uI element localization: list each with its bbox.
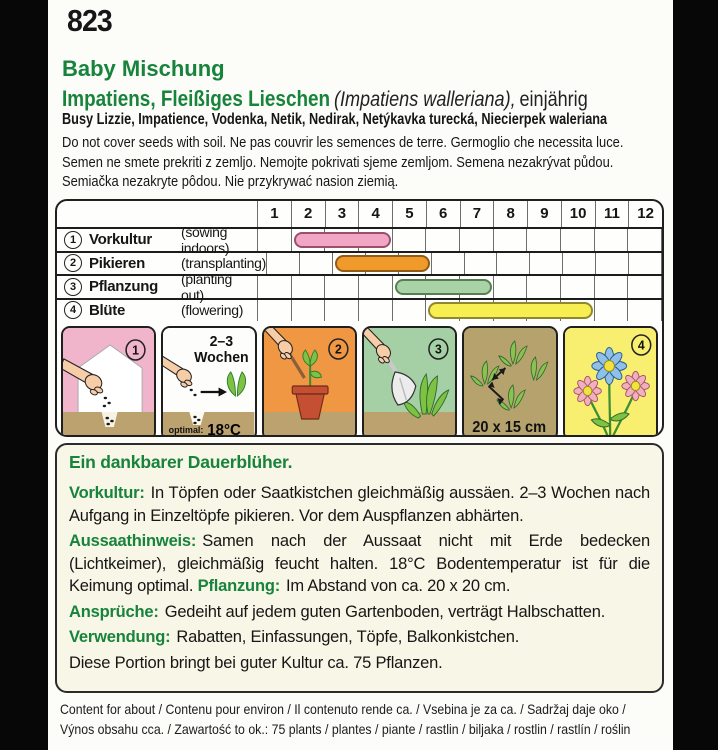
month-cell — [258, 300, 292, 322]
cultivation-infobox — [55, 443, 664, 693]
spacing-text: 20 x 15 cm — [472, 418, 547, 437]
step-number: 2 — [334, 342, 342, 357]
month-cell — [628, 229, 662, 251]
step-number-circle: 4 — [64, 301, 82, 319]
pflanzung-label: Pflanzung: — [197, 577, 280, 595]
sow-indoors-illustration — [63, 328, 154, 437]
variety-name: Baby Mischung — [62, 56, 225, 81]
month-header-cell: 11 — [596, 201, 630, 227]
month-cell — [596, 253, 629, 275]
content-footer — [60, 699, 673, 739]
row-label-en: (planting out) — [181, 270, 233, 303]
month-header-cell: 12 — [637, 205, 654, 222]
pink-flower-icon — [622, 371, 649, 400]
month-cell — [595, 229, 629, 251]
step-number-circle: 1 — [64, 231, 82, 249]
pot-icon — [292, 386, 328, 394]
flowering-panel — [563, 326, 658, 437]
sowing-calendar-box — [55, 199, 664, 437]
month-header-cell: 8 — [494, 201, 528, 227]
month-cell — [628, 276, 662, 298]
month-cell — [325, 276, 359, 298]
row-label-en: (flowering) — [181, 302, 244, 319]
month-header-cell: 10 — [562, 201, 596, 227]
pflanzung-text: Im Abstand von ca. 20 x 20 cm. — [286, 577, 511, 595]
weeks-text2: Wochen — [194, 349, 249, 367]
germination-illustration — [163, 328, 254, 437]
row-label-de: Blüte — [89, 301, 126, 319]
step-number: 1 — [132, 343, 139, 358]
sow-indoors-panel — [61, 326, 156, 437]
latin-name: (Impatiens walleriana), — [333, 88, 516, 111]
portion-paragraph: Diese Portion bringt bei guter Kultur ca. 75 Pflanzen. — [69, 653, 443, 672]
soil — [364, 412, 455, 437]
optimal-label: optimal: — [168, 424, 204, 436]
month-cell — [426, 229, 460, 251]
verwendung-paragraph — [69, 626, 650, 649]
month-cell — [393, 229, 427, 251]
row-month-grid — [257, 229, 662, 251]
row-month-grid — [257, 300, 662, 322]
weeks-text: 2–3 — [209, 333, 234, 351]
month-cell — [494, 276, 528, 298]
month-cell — [494, 229, 528, 251]
calendar-row-vorkultur — [57, 223, 662, 256]
row-label-de: Pikieren — [89, 254, 145, 272]
page-number: 823 — [67, 3, 112, 38]
common-names: Busy Lizzie, Impatience, Vodenka, Netik, Nedirak, Netýkavka turecká, Niecierpek waleriana — [62, 111, 608, 128]
vorkultur-paragraph — [69, 482, 650, 527]
aussaathinweis-label: Aussaathinweis: — [69, 532, 197, 550]
month-cell — [292, 276, 326, 298]
vorkultur-label: Vorkultur: — [69, 484, 145, 502]
header-titles — [62, 55, 673, 115]
calendar-row-blüte — [57, 298, 662, 322]
aussaathinweis-text: Samen nach der Aussaat nicht mit Erde bedecken (Lichtkeimer), gleichmäßig feucht halten. 18°C Bodentemperatur ist für die Keimung optimal. — [69, 532, 650, 595]
row-label-en: (transplanting) — [181, 255, 266, 272]
spacing-panel — [462, 326, 557, 437]
timeline-bar — [395, 279, 492, 296]
month-cell — [497, 253, 530, 275]
month-cell — [530, 253, 563, 275]
note-line: Semiačka nezakryte pôdou. Nie przykrywać nasion ziemią. — [62, 173, 399, 190]
optimal-temperature: 18°C — [207, 421, 242, 437]
row-label — [57, 223, 257, 256]
step-number-circle: 3 — [64, 278, 82, 296]
month-header-cell: 7 — [461, 201, 495, 227]
month-cell — [292, 300, 326, 322]
planting-out-panel — [362, 326, 457, 437]
month-header-cell: 9 — [528, 201, 562, 227]
month-cell — [629, 253, 662, 275]
ansprueche-text: Gedeiht auf jedem guten Gartenboden, verträgt Halbschatten. — [164, 602, 606, 621]
calendar-row-pikieren — [57, 251, 662, 275]
sowing-calendar — [57, 201, 662, 321]
calendar-header-row — [57, 201, 662, 227]
month-cell — [465, 253, 498, 275]
month-cell — [563, 253, 596, 275]
timeline-bar — [335, 255, 430, 272]
sowing-notes — [62, 133, 673, 192]
month-cell — [628, 300, 662, 322]
species-name: Impatiens, Fleißiges Lieschen — [62, 86, 331, 111]
transplant-panel — [262, 326, 357, 437]
row-label-de: Pflanzung — [89, 278, 158, 296]
month-cell — [300, 253, 333, 275]
note-line: Semen ne smete prekriti z zemljo. Nemojte pokrivati sjeme zemljom. Semena nezakrývat půdou. — [62, 153, 614, 171]
month-cell — [595, 276, 629, 298]
month-cell — [527, 276, 561, 298]
month-header-cell: 2 — [292, 201, 326, 227]
transplant-illustration — [264, 328, 355, 437]
footer-line: Content for about / Contenu pour environ / Il contenuto rende ca. / Vsebina je za ca. / Sadržaj daje oko / — [60, 701, 626, 717]
verwendung-label: Verwendung: — [69, 628, 171, 646]
month-header-cell: 4 — [359, 201, 393, 227]
row-month-grid — [266, 253, 662, 275]
verwendung-text: Rabatten, Einfassungen, Töpfe, Balkonkistchen. — [176, 628, 520, 646]
vorkultur-text: In Töpfen oder Saatkistchen gleichmäßig aussäen. 2–3 Wochen nach Aufgang in Einzeltöpfe pikieren. Vor dem Auspflanzen abhärten. — [69, 484, 650, 525]
timeline-bar — [428, 302, 592, 319]
month-header-cell: 3 — [326, 201, 360, 227]
row-label — [57, 300, 257, 322]
pictogram-strip — [57, 321, 662, 437]
row-month-grid — [257, 276, 662, 298]
row-label — [57, 270, 257, 303]
month-cell — [325, 300, 359, 322]
aussaathinweis-paragraph — [69, 530, 650, 598]
annual-label: einjährig — [519, 88, 588, 111]
month-header-cell: 5 — [393, 201, 427, 227]
month-cell — [393, 300, 427, 322]
ansprueche-paragraph — [69, 601, 650, 624]
month-cell — [258, 276, 292, 298]
step-number: 4 — [637, 338, 645, 353]
germination-panel — [161, 326, 256, 437]
month-cell — [561, 229, 595, 251]
month-cell — [359, 276, 393, 298]
blue-flower-icon — [591, 348, 626, 385]
row-label-de: Vorkultur — [89, 231, 152, 249]
spacing-illustration — [464, 328, 555, 437]
step-number-circle: 2 — [64, 254, 82, 272]
timeline-bar — [294, 232, 391, 249]
month-cell — [527, 229, 561, 251]
month-header-cell: 6 — [427, 201, 461, 227]
note-line: Do not cover seeds with soil. Ne pas couvrir les semences de terre. Germoglio che necessita luce. — [62, 134, 624, 151]
month-cell — [267, 253, 300, 275]
row-label-en: (sowing indoors) — [181, 223, 230, 256]
month-header-cell: 1 — [258, 201, 292, 227]
step-number: 3 — [434, 342, 442, 357]
pink-flower-icon — [573, 376, 600, 405]
variety-title — [62, 55, 673, 85]
footer-line: Výnos obsahu cca. / Zawartość to ok.: 75 plants / plantes / piante / rastlin / biljaka / rostlin / rastlín / roślin — [60, 721, 631, 737]
month-cell — [595, 300, 629, 322]
calendar-row-pflanzung — [57, 270, 662, 303]
planting-out-illustration — [364, 328, 455, 437]
calendar-header-grid — [257, 201, 662, 227]
infobox-headline: Ein dankbarer Dauerblüher. — [69, 452, 293, 472]
month-cell — [432, 253, 465, 275]
flowering-illustration — [565, 328, 656, 437]
month-cell — [561, 276, 595, 298]
month-cell — [460, 229, 494, 251]
month-cell — [359, 300, 393, 322]
seed-packet — [48, 0, 673, 750]
month-cell — [258, 229, 292, 251]
ansprueche-label: Ansprüche: — [69, 602, 159, 621]
